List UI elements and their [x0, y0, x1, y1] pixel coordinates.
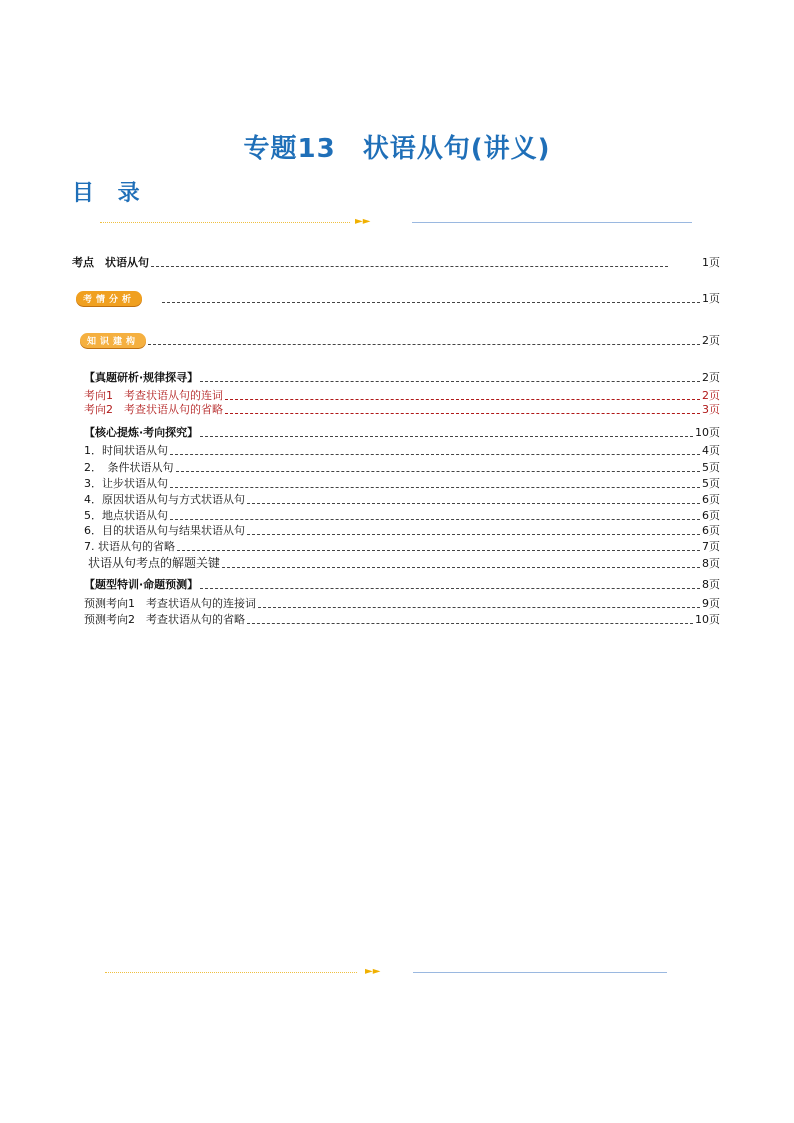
toc-item[interactable]: 5．地点状语从句 6页 [84, 509, 720, 522]
toc-section-3[interactable]: 【题型特训·命题预测】 8页 [84, 578, 720, 591]
toc-item[interactable]: 4．原因状语从句与方式状语从句 6页 [84, 493, 720, 506]
toc-entry-main[interactable]: 考点 状语从句 1页 [72, 256, 720, 269]
bottom-divider [105, 968, 667, 978]
toc-item[interactable]: 预测考向2 考查状语从句的省略 10页 [84, 613, 720, 626]
page-title: 专题13 状语从句(讲义) [243, 134, 551, 164]
toc-heading: 目 录 [72, 181, 148, 206]
toc-section-1[interactable]: 【真题研析·规律探寻】 2页 [84, 371, 720, 384]
toc-entry-knowledge[interactable]: 知识建构 2页 [80, 332, 720, 348]
analysis-badge: 考情分析 [76, 291, 142, 306]
divider-arrows-icon: ►► [355, 216, 371, 227]
toc-item[interactable]: 考向1 考查状语从句的连词 2页 [84, 389, 720, 402]
toc-item[interactable]: 1．时间状语从句 4页 [84, 444, 720, 457]
knowledge-badge: 知识建构 [80, 333, 146, 348]
toc-entry-analysis[interactable]: 考情分析 1页 [76, 290, 720, 306]
toc-item[interactable]: 2． 条件状语从句 5页 [84, 461, 720, 474]
divider-arrows-icon: ►► [365, 966, 381, 977]
toc-item[interactable]: 3．让步状语从句 5页 [84, 477, 720, 490]
toc-item[interactable]: 考向2 考查状语从句的省略 3页 [84, 403, 720, 416]
toc-item[interactable]: 状语从句考点的解题关键 8页 [88, 556, 720, 570]
toc-item[interactable]: 7. 状语从句的省略 7页 [84, 540, 720, 553]
toc-item[interactable]: 预测考向1 考查状语从句的连接词 9页 [84, 597, 720, 610]
toc-item[interactable]: 6．目的状语从句与结果状语从句 6页 [84, 524, 720, 537]
top-divider [100, 218, 692, 228]
toc-section-2[interactable]: 【核心提炼·考向探究】 10页 [84, 426, 720, 439]
